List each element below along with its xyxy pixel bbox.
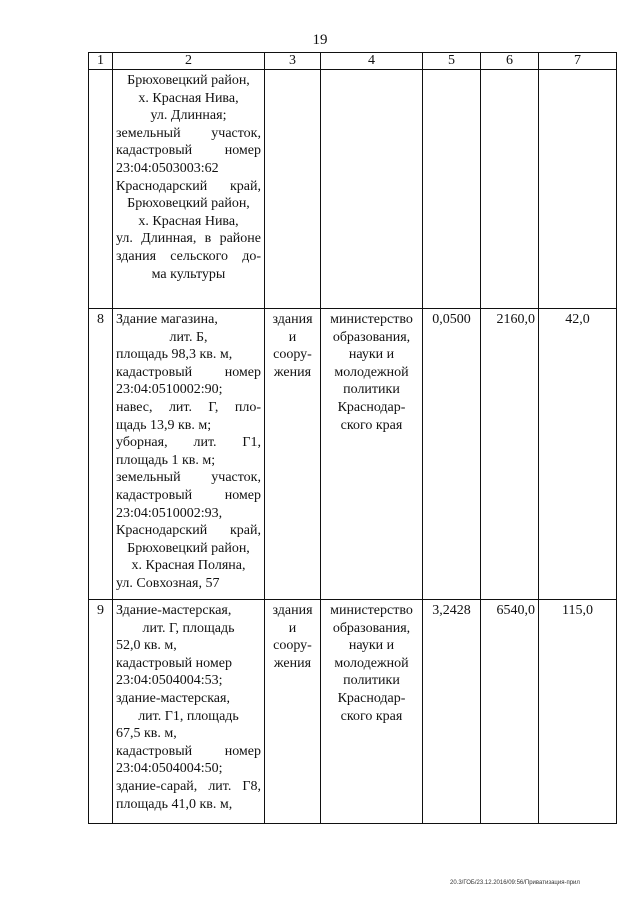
description-line: 23:04:0510002:93, <box>116 505 223 521</box>
type-line: и соору- <box>273 329 312 363</box>
description-line: ул. Совхозная, 57 <box>116 575 220 591</box>
description-line: кадастровый номер <box>116 143 261 159</box>
type-cell <box>265 600 321 824</box>
description-line: х. Красная Поляна, <box>131 558 246 574</box>
owner-line: ского края <box>340 708 403 724</box>
description-line: лит. Б, <box>169 329 208 345</box>
owner-line: министерство <box>330 603 413 618</box>
description-line: Брюховецкий район, <box>127 73 250 88</box>
col7-cell: 115,0 <box>539 600 617 824</box>
description-line: уборная, лит. Г1, <box>116 435 261 451</box>
description-line: х. Красная Нива, <box>138 213 239 229</box>
owner-cell <box>321 309 423 600</box>
description-cell <box>113 600 265 824</box>
table-row <box>89 70 617 309</box>
description-line: лит. Г, площадь <box>142 620 235 636</box>
header-row <box>89 53 617 70</box>
owner-line: политики <box>343 673 400 689</box>
description-line: Брюховецкий район, <box>127 196 250 212</box>
header-cell: 1 <box>89 53 113 70</box>
description-line: кадастровый номер <box>116 364 261 380</box>
description-line: 23:04:0510002:90; <box>116 382 223 398</box>
owner-cell <box>321 600 423 824</box>
description-cell <box>113 70 265 309</box>
description-line: земельный участок, <box>116 125 261 141</box>
area-cell: 0,0500 <box>423 309 481 600</box>
header-cell: 7 <box>539 53 617 70</box>
description-line: ул. Длинная, в районе <box>116 231 261 247</box>
value-cell <box>481 70 539 309</box>
description-line: Здание магазина, <box>116 312 218 327</box>
owner-cell <box>321 70 423 309</box>
header-cell: 4 <box>321 53 423 70</box>
header-cell: 6 <box>481 53 539 70</box>
description-line: щадь 13,9 кв. м; <box>116 417 212 433</box>
description-line: площадь 1 кв. м; <box>116 452 216 468</box>
description-line: лит. Г1, площадь <box>138 708 239 724</box>
col7-cell <box>539 70 617 309</box>
type-line: здания <box>272 312 313 327</box>
type-line: жения <box>273 364 312 380</box>
owner-line: образования, <box>332 329 411 345</box>
type-line: жения <box>273 655 312 671</box>
owner-line: министерство <box>330 312 413 327</box>
owner-line: науки и <box>348 347 395 363</box>
description-line: 23:04:0504004:50; <box>116 761 223 777</box>
description-line: ул. Длинная; <box>150 108 227 124</box>
description-line: 67,5 кв. м, <box>116 726 177 742</box>
value-cell: 2160,0 <box>481 309 539 600</box>
type-cell <box>265 309 321 600</box>
description-line: здание-сарай, лит. Г8, <box>116 778 261 794</box>
description-line: 23:04:0503003:62 <box>116 160 219 176</box>
type-cell <box>265 70 321 309</box>
col7-cell: 42,0 <box>539 309 617 600</box>
row-number-cell: 8 <box>89 309 113 600</box>
description-line: площадь 98,3 кв. м, <box>116 347 233 363</box>
description-line: здание-мастерская, <box>116 690 230 706</box>
description-line: кадастровый номер <box>116 487 261 503</box>
owner-line: науки и <box>348 638 395 654</box>
description-line: здания сельского до- <box>116 248 261 264</box>
description-line: Здание-мастерская, <box>116 603 232 618</box>
description-line: кадастровый номер <box>116 743 261 759</box>
description-line: Краснодарский край, <box>116 178 261 194</box>
description-line: земельный участок, <box>116 470 261 486</box>
table-row <box>89 600 617 824</box>
description-line: ма культуры <box>151 266 226 282</box>
description-line: кадастровый номер <box>116 655 232 671</box>
description-cell <box>113 309 265 600</box>
header-cell: 2 <box>113 53 265 70</box>
owner-line: образования, <box>332 620 411 636</box>
description-line: площадь 41,0 кв. м, <box>116 796 233 812</box>
description-line: х. Красная Нива, <box>138 90 239 106</box>
owner-line: молодежной <box>334 364 409 380</box>
page-number: 19 <box>312 32 328 48</box>
type-line: и соору- <box>273 620 312 654</box>
footer-stamp: 20.3/ГОБ/23.12.2016/09:56/Приватизация-прил <box>450 880 580 886</box>
owner-line: молодежной <box>334 655 409 671</box>
header-cell: 5 <box>423 53 481 70</box>
description-line: Краснодарский край, <box>116 523 261 539</box>
value-cell: 6540,0 <box>481 600 539 824</box>
area-cell <box>423 70 481 309</box>
area-cell: 3,2428 <box>423 600 481 824</box>
owner-line: ского края <box>340 417 403 433</box>
header-cell: 3 <box>265 53 321 70</box>
owner-line: Краснодар- <box>337 399 406 415</box>
owner-line: Краснодар- <box>337 690 406 706</box>
type-line: здания <box>272 603 313 618</box>
description-line: навес, лит. Г, пло- <box>116 399 261 415</box>
owner-line: политики <box>343 382 400 398</box>
description-line: Брюховецкий район, <box>127 540 250 556</box>
table-row <box>89 309 617 600</box>
description-line: 23:04:0504004:53; <box>116 673 223 689</box>
row-number-cell <box>89 70 113 309</box>
property-table <box>88 52 617 824</box>
row-number-cell: 9 <box>89 600 113 824</box>
description-line: 52,0 кв. м, <box>116 638 177 654</box>
